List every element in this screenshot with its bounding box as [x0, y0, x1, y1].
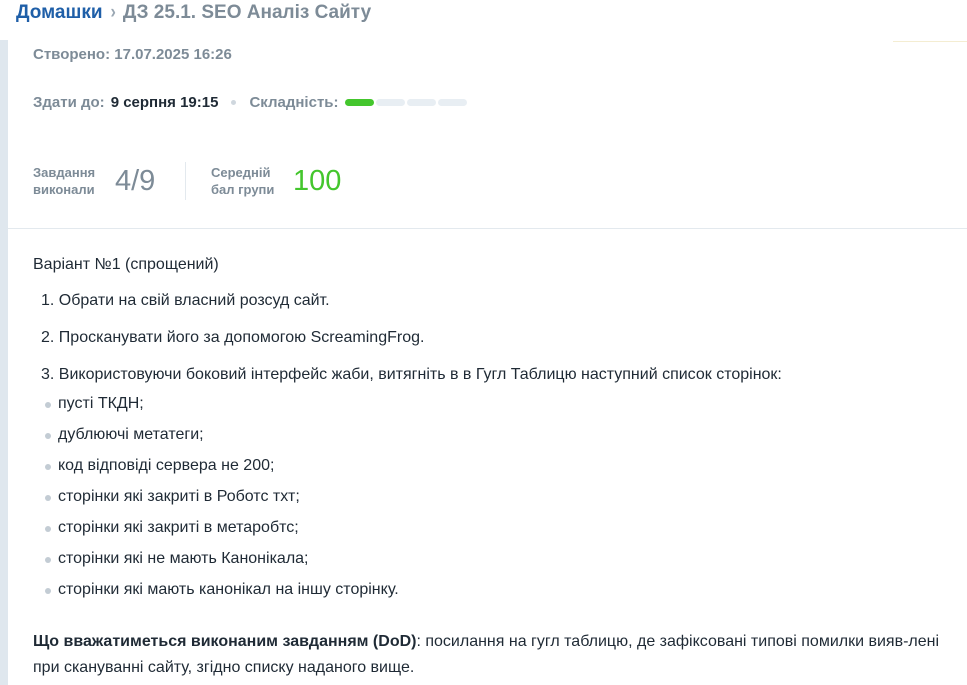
chevron-right-icon: › [110, 2, 116, 23]
due-label: Здати до: [33, 94, 105, 111]
average-label: Середній бал групи [211, 165, 275, 197]
section-divider [8, 228, 967, 229]
difficulty-segment [345, 99, 374, 106]
dod-label: Що вважатиметься виконаним завданням (DoD) [33, 633, 417, 650]
list-item-text: сторінки які не мають Канонікала; [58, 550, 309, 567]
meta-row [33, 94, 467, 111]
definition-of-done [33, 629, 963, 681]
breadcrumb [16, 0, 371, 26]
difficulty-segment [376, 99, 405, 106]
pages-list [33, 392, 963, 609]
list-item [33, 516, 963, 547]
list-item [33, 485, 963, 516]
bullet-dot-icon [45, 526, 51, 532]
list-item [33, 547, 963, 578]
separator-dot [231, 100, 236, 105]
step-item: 3. Використовуючи боковий інтерфейс жаби, витягніть в в Гугл Таблицю наступний список сторінок: [41, 366, 782, 383]
top-divider [893, 41, 967, 42]
list-item-text: сторінки які закриті в Роботс тхт; [58, 488, 300, 505]
stats-divider [185, 162, 186, 200]
step-item: 2. Просканувати його за допомогою ScreamingFrog. [41, 329, 425, 346]
task-description [33, 254, 963, 681]
difficulty-segment [407, 99, 436, 106]
list-item-text: сторінки які мають канонікал на іншу сторінку. [58, 581, 399, 598]
list-item-text: дублюючі метатеги; [58, 426, 204, 443]
stats [33, 162, 341, 200]
variant-title: Варіант №1 (спрощений) [33, 256, 219, 273]
list-item-text: код відповіді сервера не 200; [58, 457, 275, 474]
difficulty-label: Складність: [249, 94, 339, 111]
created-date: Створено: 17.07.2025 16:26 [33, 46, 232, 63]
due-value: 9 серпня 19:15 [110, 94, 219, 111]
bullet-dot-icon [45, 588, 51, 594]
left-rail [0, 40, 8, 685]
breadcrumb-current: ДЗ 25.1. SEO Аналіз Сайту [122, 2, 372, 23]
completed-label: Завдання виконали [33, 165, 96, 197]
list-item [33, 454, 963, 485]
difficulty-segment [438, 99, 467, 106]
steps-list [33, 290, 963, 386]
bullet-dot-icon [45, 464, 51, 470]
list-item [33, 392, 963, 423]
bullet-dot-icon [45, 433, 51, 439]
difficulty-meter [345, 99, 467, 106]
bullet-dot-icon [45, 402, 51, 408]
bullet-dot-icon [45, 495, 51, 501]
step-item: 1. Обрати на свій власний розсуд сайт. [41, 292, 330, 309]
bullet-dot-icon [45, 557, 51, 563]
list-item-text: пусті ТКДН; [58, 395, 144, 412]
average-value: 100 [293, 164, 342, 197]
completed-value: 4/9 [115, 164, 156, 197]
list-item-text: сторінки які закриті в метаробтс; [58, 519, 299, 536]
list-item [33, 423, 963, 454]
list-item [33, 578, 963, 609]
breadcrumb-homeworks-link[interactable]: Домашки [16, 2, 103, 23]
dod-text: : посилання на гугл таблицю, де зафіксовані типові помилки вияв-лені при скануванні сайту, згідно списку наданого вище. [33, 633, 940, 676]
